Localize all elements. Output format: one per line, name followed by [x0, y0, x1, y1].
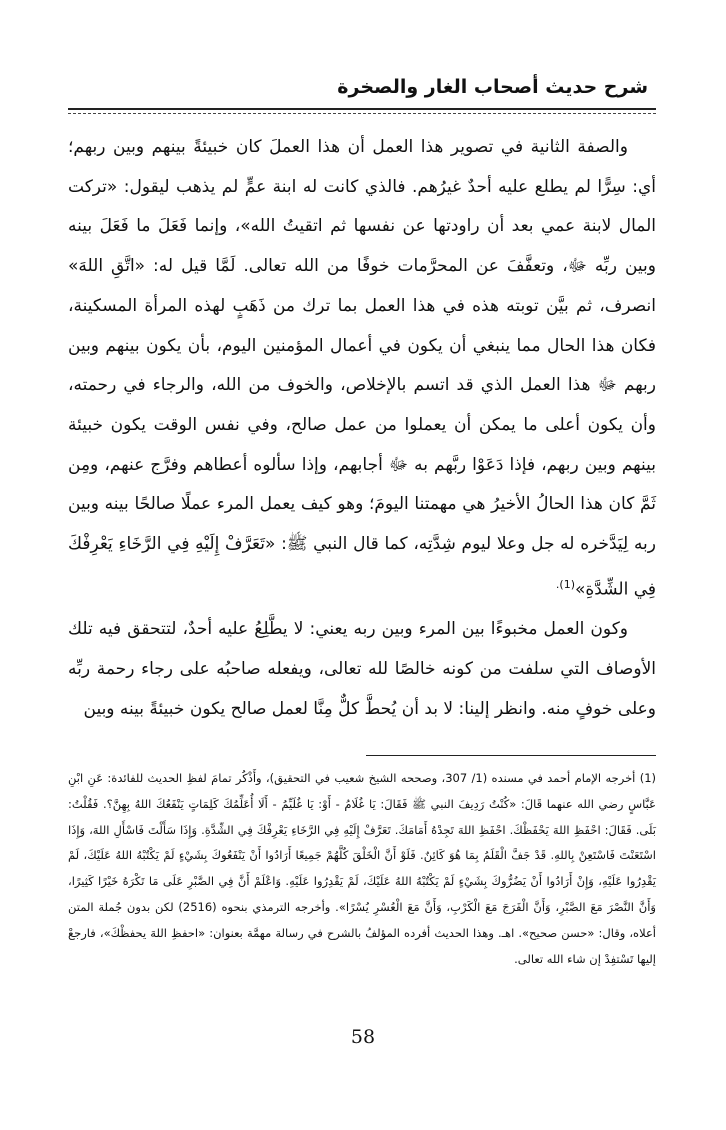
body-paragraph-1-text: والصفة الثانية في تصوير هذا العمل أن هذا العملَ كان خبيئةً بينهم وبين ربهم؛ أي: سِرًّا لم يطلع عليه أحدٌ غيرُهم. فالذي كانت له ابنة عمٍّ لم يذهب ليقول: «تركت المال لابنة عمي بعد أن راودتها عن نفسها ثم اتقيتُ الله»، وإنما فَعَلَ ما فَعَلَ بينه وبين ربِّه ﷻ، وتعفَّفَ عن المحرَّمات خوفًا من الله تعالى. لَمَّا قيل له: «اتَّقِ اللهَ» انصرف، ثم بيَّن توبته هذه في هذا العمل بما ترك من ذَهَبٍ لهذه المرأة المسكينة، فكان هذا الحال مما ينبغي أن يكون في أعمال المؤمنين اليوم، بأن يكون بينهم وبين ربهم ﷻ هذا العمل الذي قد اتسم بالإخلاص، والخوف من الله، والرجاء في رحمته، وأن يكون أعلى ما يمكن أن يعملوا من عمل صالح، وفي نفس الوقت يكون خبيئة بينهم وبين ربهم، فإذا دَعَوْا ربَّهم به ﷻ أجابهم، وإذا سألوه أعطاهم وفرَّج عنهم، ومِن ثَمَّ كان هذا الحالُ الأخيرُ هي مهمتنا اليومَ؛ وهو كيف يعمل المرء عملًا صالحًا بينه وبين ربه لِيَدَّخره له جل وعلا ليوم شِدَّتِه، كما قال النبي ﷺ: «تَعَرَّفْ إِلَيْهِ فِي الرَّخَاءِ يَعْرِفْكَ فِي الشِّدَّةِ» — [68, 137, 656, 600]
body-paragraph-1 — [68, 128, 656, 610]
body-paragraph-2: وكون العمل مخبوءًا بين المرء وبين ربه يعني: لا يطَّلِعُ عليه أحدٌ، لتتحقق فيه تلك الأوصاف التي سلفت من كونه خالصًا لله تعالى، ويفعله صاحبُه على رجاء رحمة ربِّه وعلى خوفٍ منه. وانظر إلينا: لا بد أن يُحطَّ كلٌّ مِنَّا لعمل صالح يكون خبيئةً بينه وبين — [68, 619, 656, 719]
page-number: 58 — [350, 1026, 376, 1048]
running-header-title: شرح حديث أصحاب الغار والصخرة — [337, 76, 648, 98]
footnote-reference-marker: (1). — [555, 577, 575, 591]
footnote-separator — [366, 755, 656, 756]
footnote-1: (1) أخرجه الإمام أحمد في مسنده (1/ 307، وصححه الشيخ شعيب في التحقيق)، وأَذْكُر تمامَ لفظِ الحديث للفائدة: عَنِ ابْنِ عَبَّاسٍ رضي الله عنهما قَالَ: «كُنْتُ رَدِيفَ النبي ﷺ فَقَالَ: يَا غُلَامُ - أَوْ: يَا غُلَيِّمُ - أَلَا أُعَلِّمُكَ كَلِمَاتٍ يَنْفَعُكَ اللهُ بِهِنَّ؟. فَقُلْتُ: بَلَى. فَقَالَ: احْفَظِ اللهَ يَحْفَظْكَ. احْفَظِ اللهَ تَجِدْهُ أَمَامَكَ. تَعَرَّفْ إِلَيْهِ فِي الرَّخَاءِ يَعْرِفْكَ فِي الشِّدَّةِ. وَإِذَا سَأَلْتَ فَاسْأَلِ اللهَ، وَإِذَا اسْتَعَنْتَ فَاسْتَعِنْ بِاللهِ. قَدْ جَفَّ الْقَلَمُ بِمَا هُوَ كَائِنٌ. فَلَوْ أَنَّ الْخَلْقَ كُلَّهُمْ جَمِيعًا أَرَادُوا أَنْ يَنْفَعُوكَ بِشَيْءٍ لَمْ يَكْتُبْهُ اللهُ عَلَيْكَ، لَمْ يَقْدِرُوا عَلَيْهِ، وَإِنْ أَرَادُوا أَنْ يَضُرُّوكَ بِشَيْءٍ لَمْ يَكْتُبْهُ اللهُ عَلَيْكَ، لَمْ يَقْدِرُوا عَلَيْهِ. وَاعْلَمْ أَنَّ فِي الصَّبْرِ عَلَى مَا تَكْرَهُ خَيْرًا كَثِيرًا، وَأَنَّ النَّصْرَ مَعَ الصَّبْرِ، وَأَنَّ الْفَرَجَ مَعَ الْكَرْبِ، وَأَنَّ مَعَ الْعُسْرِ يُسْرًا». وأخرجه الترمذي بنحوه (2516) لكن بدون جُملة المتن أعلاه، وقال: «حسن صحيح». اهـ. وهذا الحديث أفرده المؤلفُ بالشرح في رسالة مهمَّة بعنوان: «احفظِ اللهَ يحفظْكَ»، فارجعْ إليها تَسْتفِدْ إن شاء الله تعالى. — [68, 771, 657, 966]
header-rule — [68, 108, 656, 110]
footnotes — [68, 766, 656, 972]
header-dashed-rule — [68, 113, 656, 114]
main-text — [68, 128, 656, 729]
